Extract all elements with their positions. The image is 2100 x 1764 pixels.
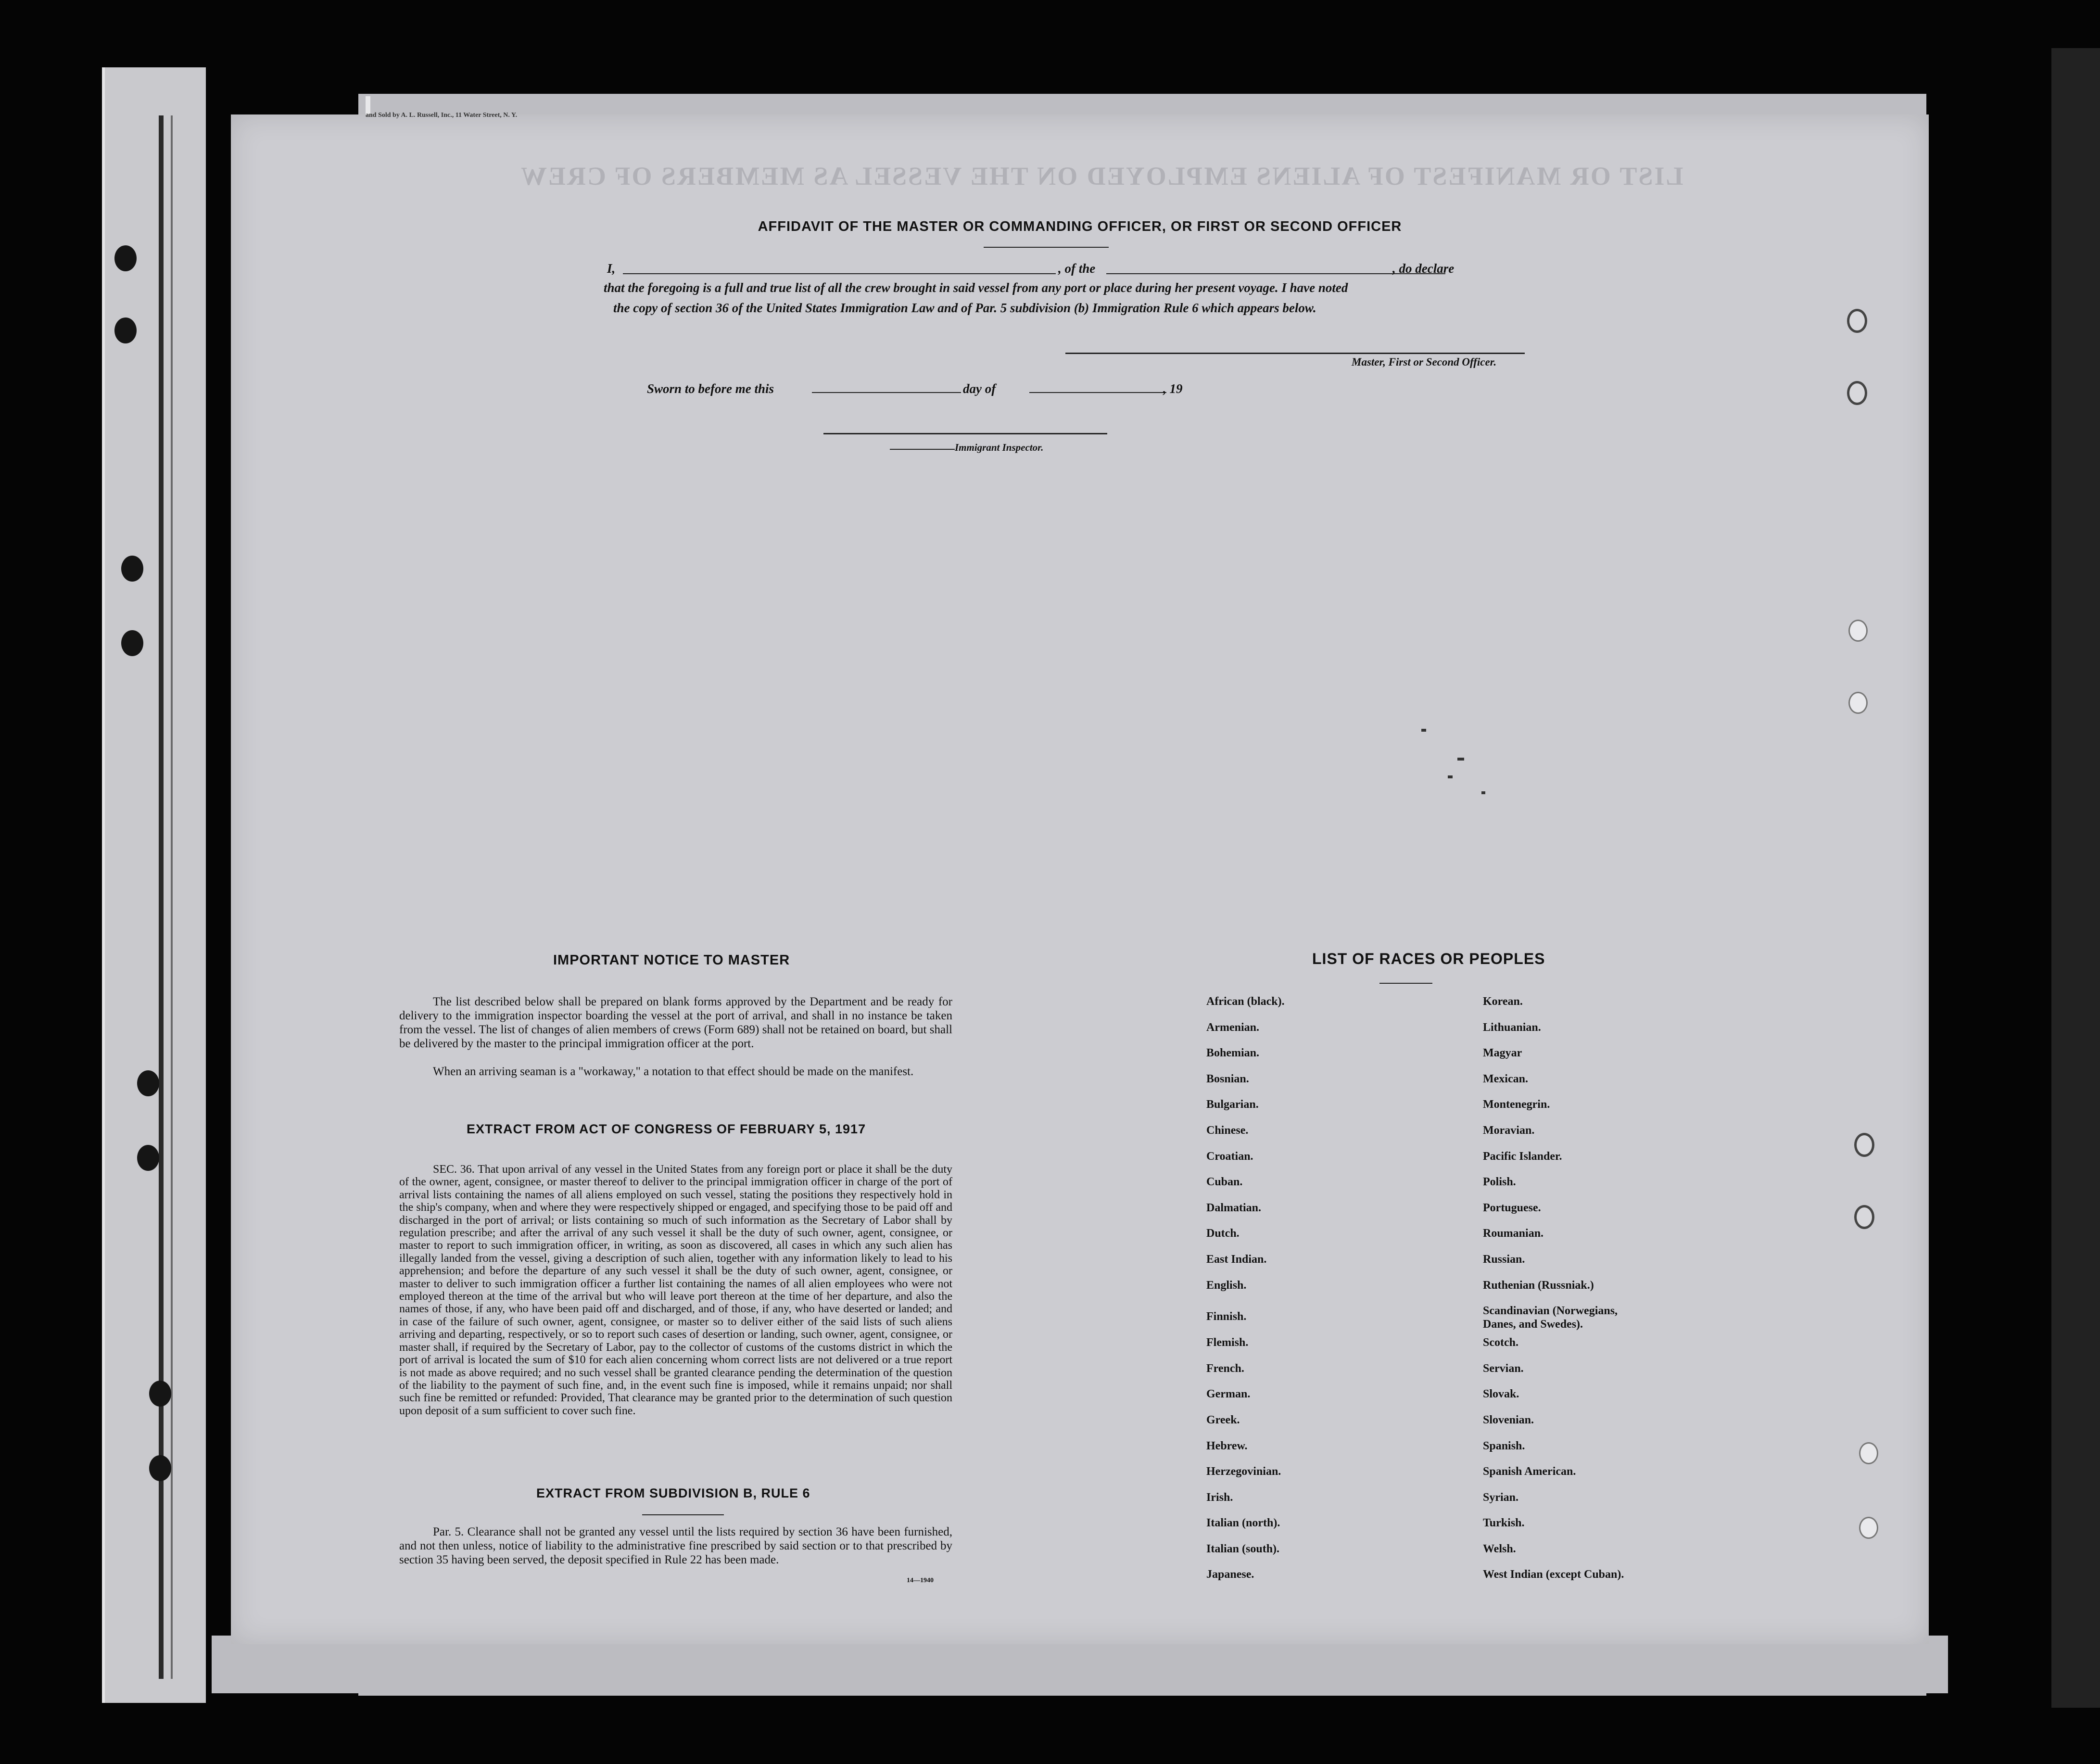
extract-rule-title: EXTRACT FROM SUBDIVISION B, RULE 6 (536, 1486, 810, 1500)
extract-congress-title: EXTRACT FROM ACT OF CONGRESS OF FEBRUARY 5, 1917 (467, 1122, 866, 1136)
race-entry: Italian (south). (1206, 1542, 1280, 1555)
race-entry: Korean. (1483, 995, 1523, 1008)
binding-hole (149, 1381, 171, 1407)
speck (1448, 775, 1453, 778)
race-entry: Spanish. (1483, 1439, 1525, 1452)
race-entry: Slovak. (1483, 1388, 1519, 1401)
affidavit-line-2: that the foregoing is a full and true list of all the crew brought in said vessel from any port or place during her present voyage. I have noted (604, 280, 1348, 295)
punch-hole (1847, 381, 1867, 405)
races-underline (1379, 983, 1432, 984)
races-column-2 (1483, 995, 1685, 1594)
binding-edge-line (159, 115, 164, 1679)
master-signature-line[interactable] (1065, 353, 1525, 354)
sworn-day-blank[interactable] (812, 392, 961, 393)
punch-hole (1854, 1133, 1874, 1157)
right-shadow (2051, 48, 2100, 1708)
race-entry: Armenian. (1206, 1021, 1259, 1034)
name-blank-line[interactable] (623, 273, 1056, 274)
race-entry: Portuguese. (1483, 1201, 1541, 1214)
punch-hole (1859, 1517, 1878, 1539)
binding-hole (137, 1070, 159, 1096)
mirrored-manifest-title: LIST OR MANIFEST OF ALIENS EMPLOYED ON THE VESSEL AS MEMBERS OF CREW (519, 162, 1683, 190)
race-entry: Bohemian. (1206, 1047, 1260, 1060)
binding-hole (149, 1455, 171, 1481)
extract-congress-text: SEC. 36. That upon arrival of any vessel in the United States from any foreign port or place it shall be the duty of the owner, agent, consignee, or master thereof to deliver to the principal immigration officer in charge of the port of arrival lists containing the names of all aliens employed on such vessel, stating the positions they respectively hold in the ship's company, when and where they were respectively shipped or engaged, and specifying those to be paid off and discharged in the port of arrival; or lists containing so much of such information as the Secretary of Labor shall by regulation prescribe; and after the arrival of any such vessel it shall be the duty of such owner, agent, consignee, or master to report to such immigration officer, in writing, as soon as discovered, all cases in which any such alien has illegally landed from the vessel, giving a description of such alien, together with any information likely to lead to his apprehension; and before the departure of any such vessel it shall be the duty of such owner, agent, consignee, or master to deliver to such immigration officer a further list containing the names of all alien employees who were not employed thereon at the time of the arrival but who will leave port thereon at the time of her departure, and also the names of those, if any, who have been paid off and discharged, and of those, if any, who have deserted or landed; and in case of the failure of such owner, agent, consignee, or master so to deliver either of the said lists of such aliens arriving and departing, respectively, or so to report such cases of desertion or landing, such owner, agent, consignee, or master shall, if required by the Secretary of Labor, pay to the collector of customs of the customs district in which the port of arrival is located the sum of $10 for each alien concerning whom correct lists are not delivered or a true report is not made as above required; and no such vessel shall be granted clearance pending the determination of the question of the liability to the payment of such fine, and, in the event such fine is imposed, while it remains unpaid; nor shall such fine be remitted or refunded: Provided, That clearance may be granted prior to the determination of such question upon deposit of a sum sufficient to cover such fine. (399, 1163, 952, 1417)
sworn-label: Sworn to before me this (647, 381, 774, 396)
race-entry: Greek. (1206, 1413, 1240, 1426)
form-number: 14—1940 (907, 1577, 934, 1584)
race-entry: Magyar (1483, 1047, 1522, 1060)
printer-note: and Sold by A. L. Russell, Inc., 11 Water Street, N. Y. (366, 112, 518, 119)
punch-hole (1854, 1205, 1874, 1229)
race-entry: Spanish American. (1483, 1465, 1576, 1478)
extract-rule-text: Par. 5. Clearance shall not be granted any vessel until the lists required by section 36 have been furnished, and not then unless, notice of liability to the administrative fine prescribed by said section or to that prescribed by section 35 having been served, the deposit specified in Rule 22 has been made. (399, 1525, 952, 1566)
race-entry: Mexican. (1483, 1072, 1528, 1085)
speck (1457, 758, 1464, 761)
race-entry: Bosnian. (1206, 1072, 1249, 1085)
race-entry: German. (1206, 1388, 1251, 1401)
affidavit-title: AFFIDAVIT OF THE MASTER OR COMMANDING OFFICER, OR FIRST OR SECOND OFFICER (758, 219, 1402, 234)
race-entry: East Indian. (1206, 1253, 1267, 1266)
inspector-prefix-line (890, 449, 955, 450)
race-entry: Scandinavian (Norwegians, Danes, and Swedes). (1483, 1305, 1618, 1331)
notice-title: IMPORTANT NOTICE TO MASTER (553, 952, 790, 968)
race-entry: Bulgarian. (1206, 1098, 1259, 1111)
race-entry: Finnish. (1206, 1310, 1247, 1323)
punch-hole (1848, 692, 1868, 714)
race-entry: Lithuanian. (1483, 1021, 1541, 1034)
race-entry: Ruthenian (Russniak.) (1483, 1279, 1594, 1292)
race-entry: French. (1206, 1362, 1244, 1375)
race-entry: Herzegovinian. (1206, 1465, 1281, 1478)
day-of-label: day of (963, 381, 996, 396)
race-entry: West Indian (except Cuban). (1483, 1568, 1624, 1581)
inspector-caption: Immigrant Inspector. (955, 442, 1044, 453)
punch-hole (1848, 620, 1868, 642)
affidavit-line-3: the copy of section 36 of the United States Immigration Law and of Par. 5 subdivision (b) Immigration Rule 6 which appears below. (613, 301, 1316, 315)
race-entry: Polish. (1483, 1176, 1516, 1189)
race-entry: Italian (north). (1206, 1517, 1280, 1530)
race-entry: Dalmatian. (1206, 1201, 1261, 1214)
race-entry: Roumanian. (1483, 1227, 1544, 1240)
race-entry: Irish. (1206, 1491, 1233, 1504)
punch-hole (1859, 1442, 1878, 1464)
punch-hole (1847, 309, 1867, 333)
master-signature-caption: Master, First or Second Officer. (1352, 356, 1497, 368)
affidavit-of-the: , of the (1058, 261, 1096, 276)
binding-hole (121, 556, 143, 582)
extract-rule-underline (642, 1514, 724, 1515)
notice-paragraph-2: When an arriving seaman is a "workaway," a notation to that effect should be made on the manifest. (433, 1065, 914, 1078)
speck (1481, 791, 1485, 794)
race-entry: Flemish. (1206, 1336, 1249, 1349)
race-entry: Dutch. (1206, 1227, 1240, 1240)
sworn-month-blank[interactable] (1029, 392, 1166, 393)
affidavit-i-label: I, (607, 261, 616, 276)
page-bottom-edge (212, 1636, 1948, 1693)
race-entry: Chinese. (1206, 1124, 1249, 1137)
binding-hole (137, 1145, 159, 1171)
binding-hole (114, 245, 137, 271)
year-label: , 19 (1163, 381, 1183, 396)
race-entry: Turkish. (1483, 1517, 1525, 1530)
race-entry: Pacific Islander. (1483, 1150, 1562, 1163)
binding-hole (121, 630, 143, 656)
race-entry: Scotch. (1483, 1336, 1518, 1349)
race-entry: English. (1206, 1279, 1247, 1292)
race-entry: Welsh. (1483, 1542, 1516, 1555)
race-entry: Slovenian. (1483, 1413, 1534, 1426)
races-column-1 (1206, 995, 1476, 1594)
race-entry: Syrian. (1483, 1491, 1519, 1504)
race-entry: Cuban. (1206, 1176, 1243, 1189)
binding-edge-line-thin (171, 115, 173, 1679)
binding-hole (114, 317, 137, 343)
race-entry: Hebrew. (1206, 1439, 1248, 1452)
affidavit-do-declare: , do declare (1392, 261, 1455, 276)
title-underline (984, 247, 1109, 248)
notice-paragraph-1: The list described below shall be prepared on blank forms approved by the Department and be ready for delivery to the immigration inspector boarding the vessel at the port of arrival, and shall in no instance be taken from the vessel. The list of changes of alien members of crews (Form 689) shall not be retained on board, but shall be delivered by the master to the principal immigration officer at the port. (399, 995, 952, 1050)
race-entry: Moravian. (1483, 1124, 1535, 1137)
race-entry: African (black). (1206, 995, 1285, 1008)
race-entry: Montenegrin. (1483, 1098, 1550, 1111)
speck (1421, 729, 1426, 732)
race-entry: Croatian. (1206, 1150, 1253, 1163)
race-entry: Russian. (1483, 1253, 1525, 1266)
race-entry: Japanese. (1206, 1568, 1254, 1581)
races-title: LIST OF RACES OR PEOPLES (1312, 950, 1545, 967)
race-entry: Servian. (1483, 1362, 1524, 1375)
inspector-signature-line[interactable] (823, 433, 1107, 434)
